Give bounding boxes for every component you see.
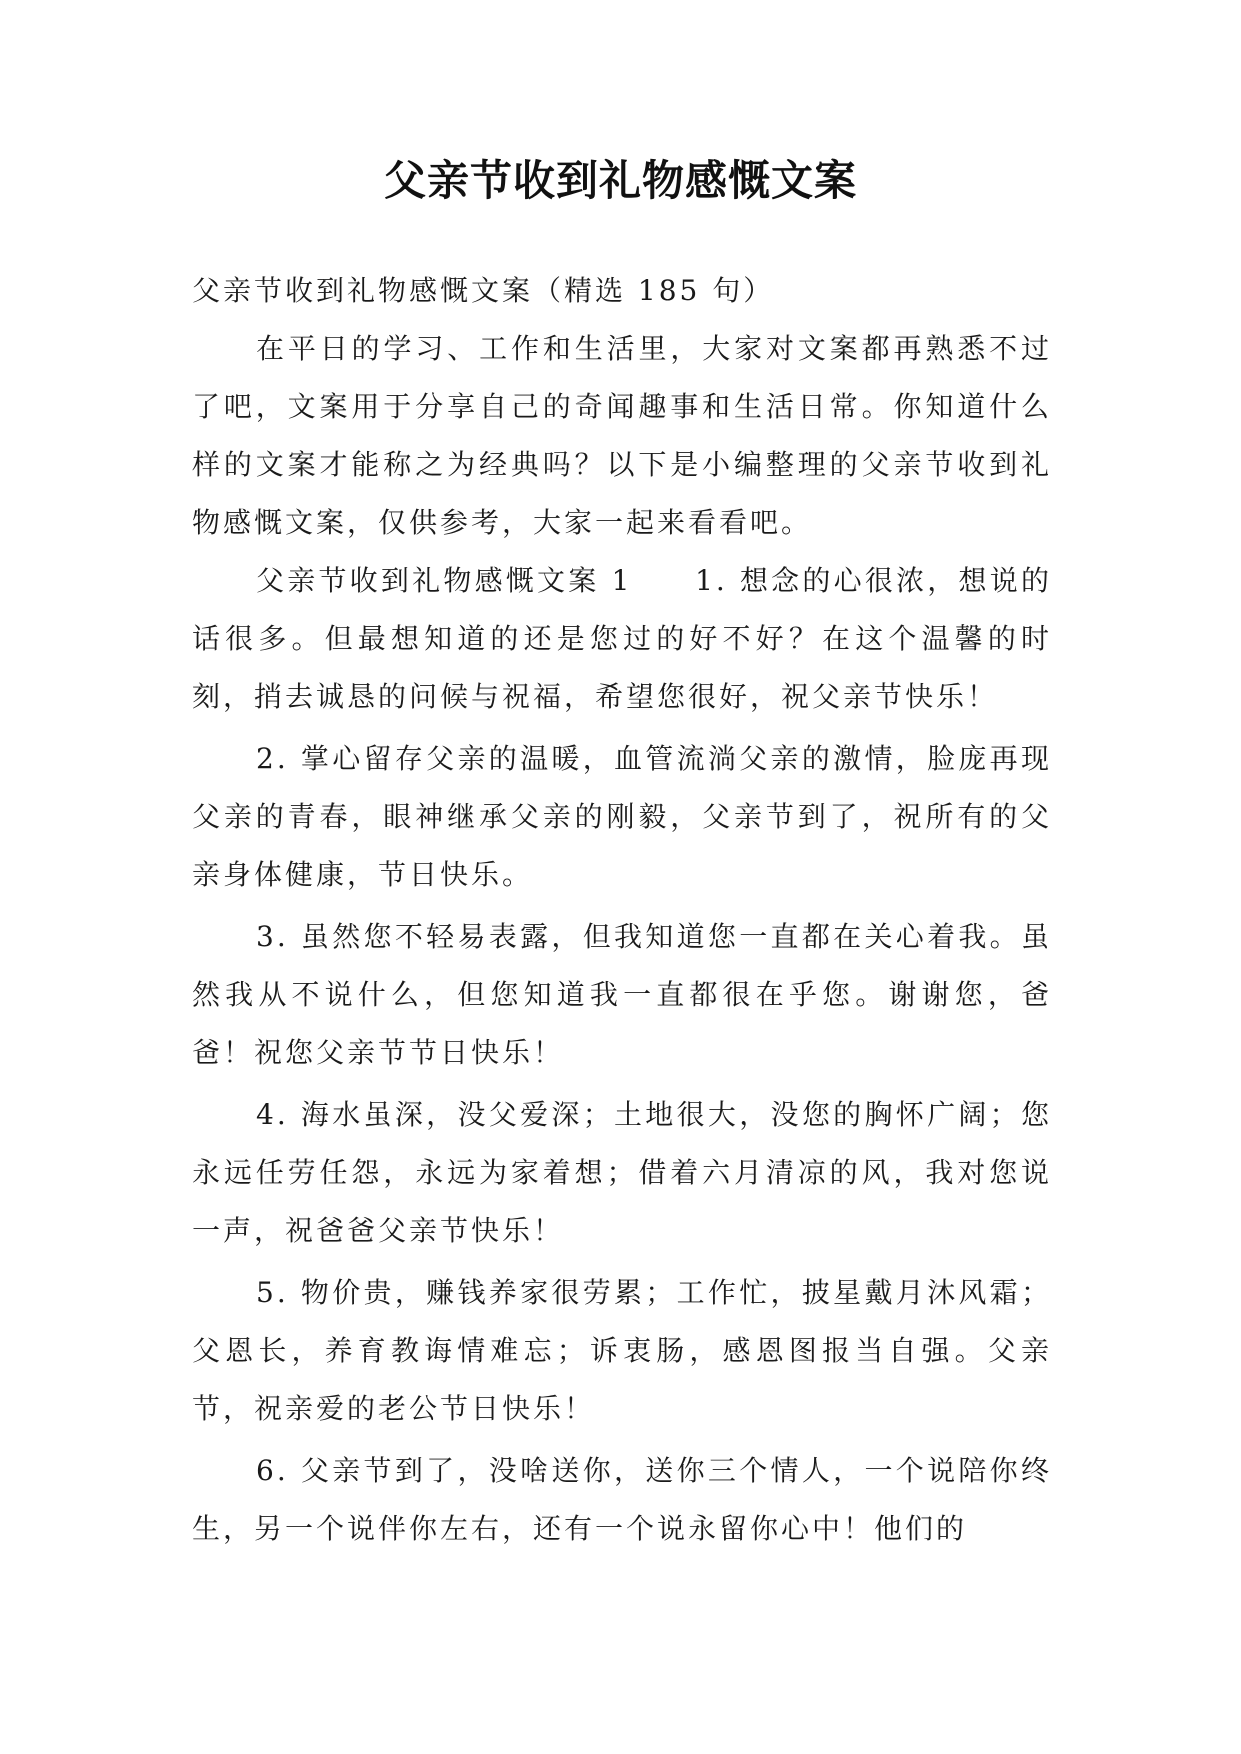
document-body [192, 262, 1052, 1558]
intro-paragraph: 在平日的学习、工作和生活里，大家对文案都再熟悉不过了吧，文案用于分享自己的奇闻趣事和生活日常。你知道什么样的文案才能称之为经典吗？以下是小编整理的父亲节收到礼物感慨文案，仅供参考，大家一起来看看吧。 [192, 332, 1052, 539]
quote-paragraph-2: 2. 掌心留存父亲的温暖，血管流淌父亲的激情，脸庞再现父亲的青春，眼神继承父亲的刚毅，父亲节到了，祝所有的父亲身体健康，节日快乐。 [192, 742, 1052, 891]
document-title: 父亲节收到礼物感慨文案 [383, 156, 857, 205]
document-subtitle: 父亲节收到礼物感慨文案（精选 185 句） [192, 274, 775, 307]
quote-paragraph-6: 6. 父亲节到了，没啥送你，送你三个情人，一个说陪你终生，另一个说伴你左右，还有一个说永留你心中！他们的 [192, 1454, 1052, 1545]
quote-paragraph-3: 3. 虽然您不轻易表露，但我知道您一直都在关心着我。虽然我从不说什么，但您知道我一直都很在乎您。谢谢您，爸爸！祝您父亲节节日快乐！ [192, 920, 1052, 1069]
quote-paragraph-4: 4. 海水虽深，没父爱深；土地很大，没您的胸怀广阔；您永远任劳任怨，永远为家着想；借着六月清凉的风，我对您说一声，祝爸爸父亲节快乐！ [192, 1098, 1052, 1247]
quote-paragraph-1: 父亲节收到礼物感慨文案 1 1. 想念的心很浓，想说的话很多。但最想知道的还是您过的好不好？在这个温馨的时刻，捎去诚恳的问候与祝福，希望您很好，祝父亲节快乐！ [192, 564, 1052, 713]
quote-paragraph-5: 5. 物价贵，赚钱养家很劳累；工作忙，披星戴月沐风霜；父恩长，养育教诲情难忘；诉衷肠，感恩图报当自强。父亲节，祝亲爱的老公节日快乐！ [192, 1276, 1052, 1425]
